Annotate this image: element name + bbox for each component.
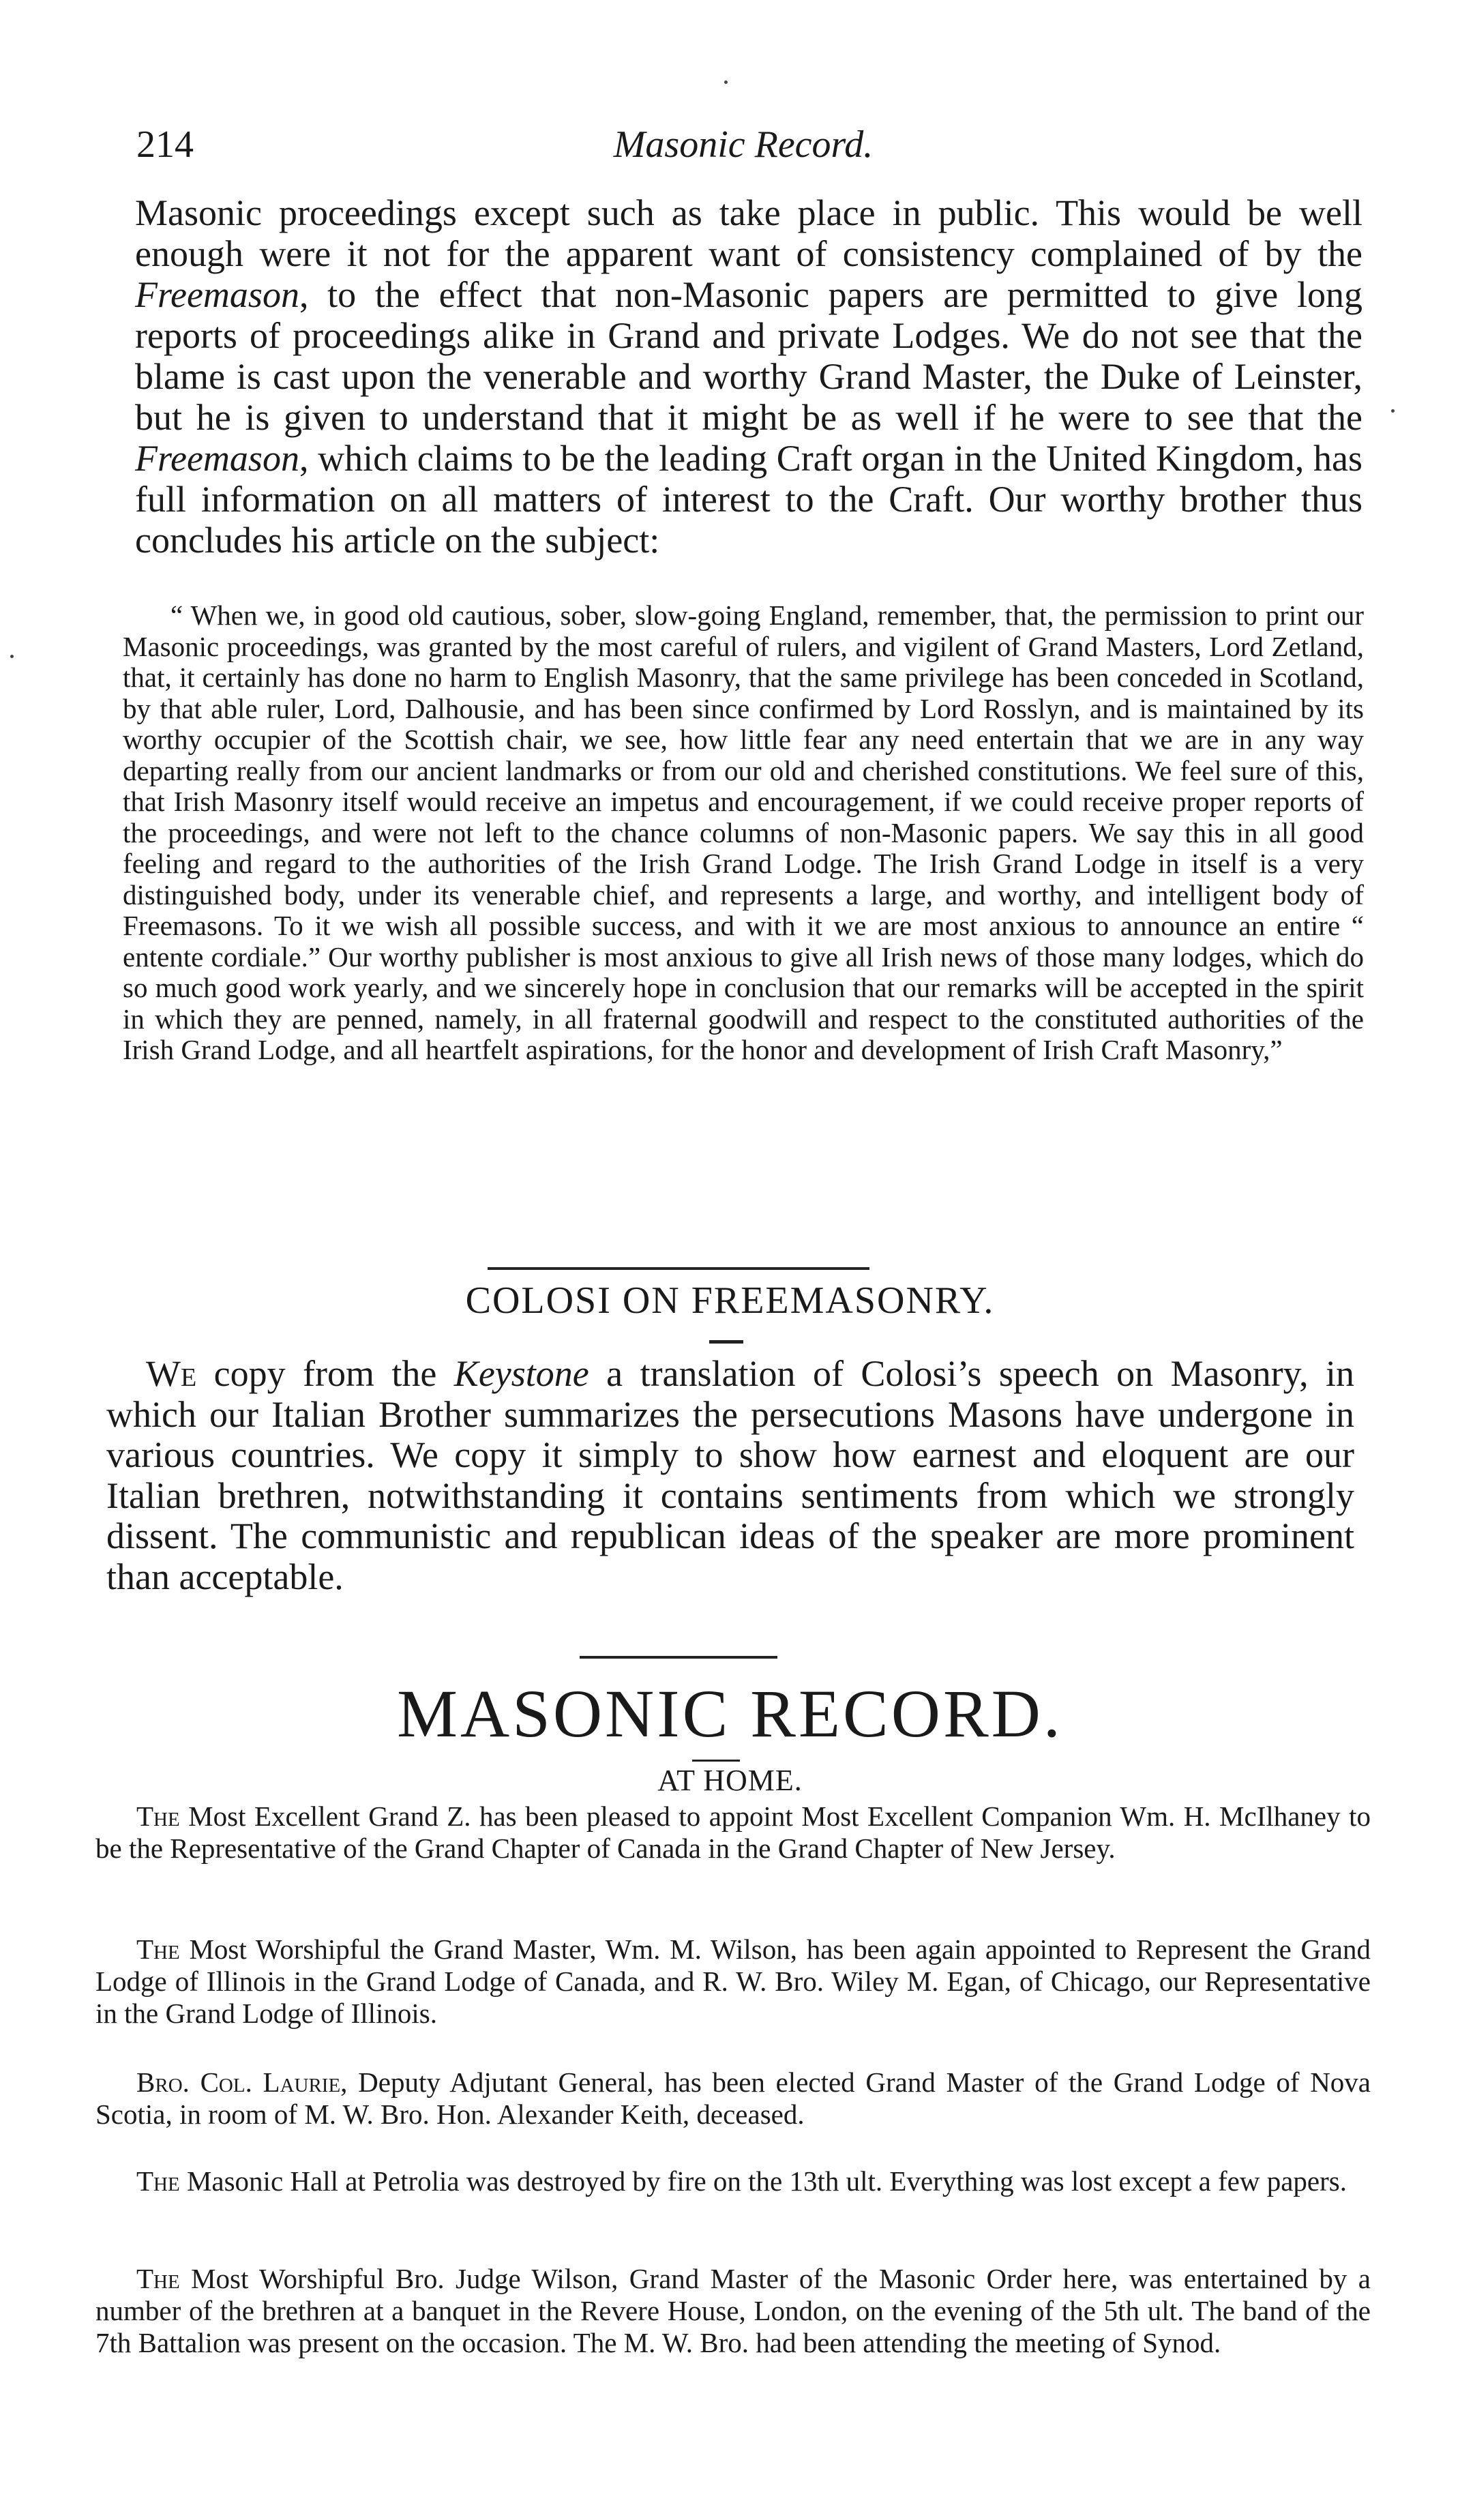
news-lead: The [136, 2263, 180, 2294]
record-heading: MASONIC RECORD. [397, 1676, 1063, 1751]
lead-text: Masonic proceedings except such as take place in public. This would be well enough were it not for the apparent want of consistency complained of by the Freemason, to the effect that non-Masonic papers are permitted to give long reports of proceedings alike in Grand and private Lodges. We do not see that the blame is cast upon the venerable and worthy Grand Master, the Duke of Leinster, but he is given to understand that it might be as well if he were to see that the Freemason, which claims to be the leading Craft organ in the United Kingdom, has full information on all matters of interest to the Craft. Our worthy brother thus concludes his article on the subject: [135, 192, 1362, 561]
news-item [95, 2066, 1371, 2131]
news-lead: The [136, 2165, 180, 2197]
news-text: Deputy Adjutant General, has been elected Grand Master of the Grand Lodge of Nova Scotia, in room of M. W. Bro. Hon. Alexander Keith, deceased. [95, 2066, 1371, 2130]
speck [724, 80, 728, 84]
news-item [95, 2165, 1371, 2197]
news-text: Most Excellent Grand Z. has been pleased to appoint Most Excellent Companion Wm. H. McIlhaney to be the Representative of the Grand Chapter of Canada in the Grand Chapter of New Jersey. [95, 1800, 1371, 1864]
colosi-heading: COLOSI ON FREEMASONRY. [465, 1279, 995, 1322]
colosi-text-1: copy from the [196, 1353, 454, 1394]
speck [1391, 409, 1395, 413]
news-item [95, 1800, 1371, 1865]
record-subheading: AT HOME. [657, 1764, 803, 1797]
page-header [130, 123, 1357, 177]
colosi-text [106, 1354, 1354, 1597]
running-title: Masonic Record. [613, 123, 874, 166]
publication-title: Freemason [135, 274, 299, 315]
heading-dash [692, 1760, 740, 1762]
colosi-paragraph [106, 1354, 1354, 1597]
speck [10, 655, 14, 658]
section-rule [580, 1656, 777, 1659]
section-rule [488, 1267, 869, 1270]
news-lead: The [136, 1800, 180, 1832]
news-text: Masonic Hall at Petrolia was destroyed by fire on the 13th ult. Everything was lost except a few papers. [179, 2165, 1347, 2197]
news-item [95, 1933, 1371, 2030]
colosi-text-2: a translation of Colosi’s speech on Masonry, in which our Italian Brother summarizes the persecutions Masons have undergone in various countries. We copy it simply to show how earnest and eloquent are our Italian brethren, notwithstanding it contains sentiments from which we strongly dissent. The communistic and republican ideas of the speaker are more prominent than acceptable. [106, 1353, 1354, 1597]
news-lead: The [136, 1933, 180, 1965]
quoted-article [123, 600, 1364, 1066]
quote-text: “ When we, in good old cautious, sober, slow-going England, remember, that, the permission to print our Masonic proceedings, was granted by the most careful of rulers, and vigilent of Grand Masters, Lord Zetland, that, it certainly has done no harm to English Masonry, that the same privilege has been conceded in Scotland, by that able ruler, Lord, Dalhousie, and has been since confirmed by Lord Rosslyn, and is maintained by its worthy occupier of the Scottish chair, we see, how little fear any need entertain that we are in any way departing really from our ancient landmarks or from our old and cherished constitutions. We feel sure of this, that Irish Masonry itself would receive an impetus and encouragement, if we could receive proper reports of the proceedings, and were not left to the chance columns of non-Masonic papers. We say this in all good feeling and regard to the authorities of the Irish Grand Lodge. The Irish Grand Lodge in itself is a very distinguished body, under its venerable chief, and represents a large, and worthy, and intelligent body of Freemasons. To it we wish all possible success, and with it we are most anxious to announce an entire “ entente cordiale.” Our worthy publisher is most anxious to give all Irish news of those many lodges, which do so much good work yearly, and we sincerely hope in conclusion that our remarks will be accepted in the spirit in which they are penned, namely, in all fraternal goodwill and respect to the constituted authorities of the Irish Grand Lodge, and all heartfelt aspirations, for the honor and development of Irish Craft Masonry,” [123, 599, 1364, 1065]
lead-paragraph [135, 192, 1362, 561]
colosi-lead-word: We [146, 1353, 197, 1394]
news-item [95, 2263, 1371, 2359]
heading-dash [709, 1340, 743, 1344]
page-number: 214 [136, 123, 194, 166]
news-lead: Bro. Col. Laurie, [136, 2066, 348, 2098]
publication-title: Freemason [135, 438, 299, 479]
news-text: Most Worshipful the Grand Master, Wm. M. Wilson, has been again appointed to Represent the Grand Lodge of Illinois in the Grand Lodge of Canada, and R. W. Bro. Wiley M. Egan, of Chicago, our Representative in the Grand Lodge of Illinois. [95, 1933, 1371, 2029]
news-text: Most Worshipful Bro. Judge Wilson, Grand Master of the Masonic Order here, was entertained by a number of the brethren at a banquet in the Revere House, London, on the evening of the 5th ult. The band of the 7th Battalion was present on the occasion. The M. W. Bro. had been attending the meeting of Synod. [95, 2263, 1371, 2358]
colosi-source: Keystone [453, 1353, 589, 1394]
